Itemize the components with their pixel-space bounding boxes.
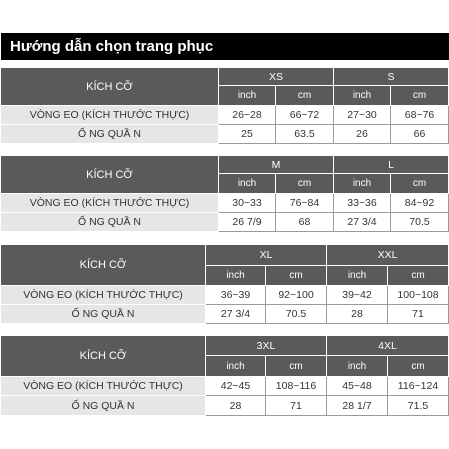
table-cell: 116~124 xyxy=(388,377,449,396)
table-cell: 26 7/9 xyxy=(219,213,276,232)
size-header: KÍCH CỠ xyxy=(1,68,219,106)
table-cell: 33~36 xyxy=(334,194,391,213)
inseam-label: Ố NG QUẦ N xyxy=(1,305,206,324)
unit-inch: inch xyxy=(327,356,388,377)
unit-cm: cm xyxy=(276,86,334,106)
unit-inch: inch xyxy=(334,174,391,194)
size-label: XXL xyxy=(327,245,449,266)
unit-inch: inch xyxy=(206,356,266,377)
size-table-3 xyxy=(0,244,449,324)
table-cell: 71 xyxy=(266,396,327,416)
unit-inch: inch xyxy=(219,174,276,194)
table-cell: 70.5 xyxy=(266,305,327,324)
unit-cm: cm xyxy=(266,266,327,286)
table-cell: 26~28 xyxy=(219,106,276,125)
size-label: L xyxy=(334,156,449,174)
size-table-4 xyxy=(0,335,449,416)
waist-label: VÒNG EO (KÍCH THƯỚC THỰC) xyxy=(1,286,206,305)
size-label: 4XL xyxy=(327,336,449,356)
size-label: 3XL xyxy=(206,336,327,356)
table-cell: 25 xyxy=(219,125,276,144)
table-cell: 66 xyxy=(391,125,449,144)
table-cell: 27 3/4 xyxy=(334,213,391,232)
size-label: M xyxy=(219,156,334,174)
table-cell: 108~116 xyxy=(266,377,327,396)
size-label: S xyxy=(334,68,449,86)
table-cell: 28 xyxy=(327,305,388,324)
table-cell: 84~92 xyxy=(391,194,449,213)
unit-inch: inch xyxy=(327,266,388,286)
table-cell: 71.5 xyxy=(388,396,449,416)
waist-label: VÒNG EO (KÍCH THƯỚC THỰC) xyxy=(1,106,219,125)
table-cell: 45~48 xyxy=(327,377,388,396)
size-header: KÍCH CỠ xyxy=(1,245,206,286)
table-cell: 28 1/7 xyxy=(327,396,388,416)
table-cell: 27 3/4 xyxy=(206,305,266,324)
size-label: XL xyxy=(206,245,327,266)
size-table-2 xyxy=(0,155,449,232)
table-cell: 42~45 xyxy=(206,377,266,396)
table-cell: 68~76 xyxy=(391,106,449,125)
table-cell: 63.5 xyxy=(276,125,334,144)
unit-inch: inch xyxy=(334,86,391,106)
unit-cm: cm xyxy=(391,174,449,194)
unit-cm: cm xyxy=(388,266,449,286)
size-header: KÍCH CỠ xyxy=(1,156,219,194)
page-title: Hướng dẫn chọn trang phục xyxy=(1,33,449,60)
table-cell: 70.5 xyxy=(391,213,449,232)
table-cell: 28 xyxy=(206,396,266,416)
table-cell: 71 xyxy=(388,305,449,324)
table-cell: 39~42 xyxy=(327,286,388,305)
table-cell: 66~72 xyxy=(276,106,334,125)
table-cell: 92~100 xyxy=(266,286,327,305)
table-cell: 26 xyxy=(334,125,391,144)
unit-cm: cm xyxy=(391,86,449,106)
unit-cm: cm xyxy=(266,356,327,377)
inseam-label: Ố NG QUẦ N xyxy=(1,125,219,144)
inseam-label: Ố NG QUẦ N xyxy=(1,213,219,232)
table-cell: 76~84 xyxy=(276,194,334,213)
unit-cm: cm xyxy=(276,174,334,194)
size-header: KÍCH CỠ xyxy=(1,336,206,377)
waist-label: VÒNG EO (KÍCH THƯỚC THỰC) xyxy=(1,194,219,213)
table-cell: 27~30 xyxy=(334,106,391,125)
size-table-1 xyxy=(0,67,449,144)
table-cell: 68 xyxy=(276,213,334,232)
unit-cm: cm xyxy=(388,356,449,377)
table-cell: 36~39 xyxy=(206,286,266,305)
size-label: XS xyxy=(219,68,334,86)
unit-inch: inch xyxy=(219,86,276,106)
table-cell: 100~108 xyxy=(388,286,449,305)
waist-label: VÒNG EO (KÍCH THƯỚC THỰC) xyxy=(1,377,206,396)
unit-inch: inch xyxy=(206,266,266,286)
table-cell: 30~33 xyxy=(219,194,276,213)
inseam-label: Ố NG QUẦ N xyxy=(1,396,206,416)
